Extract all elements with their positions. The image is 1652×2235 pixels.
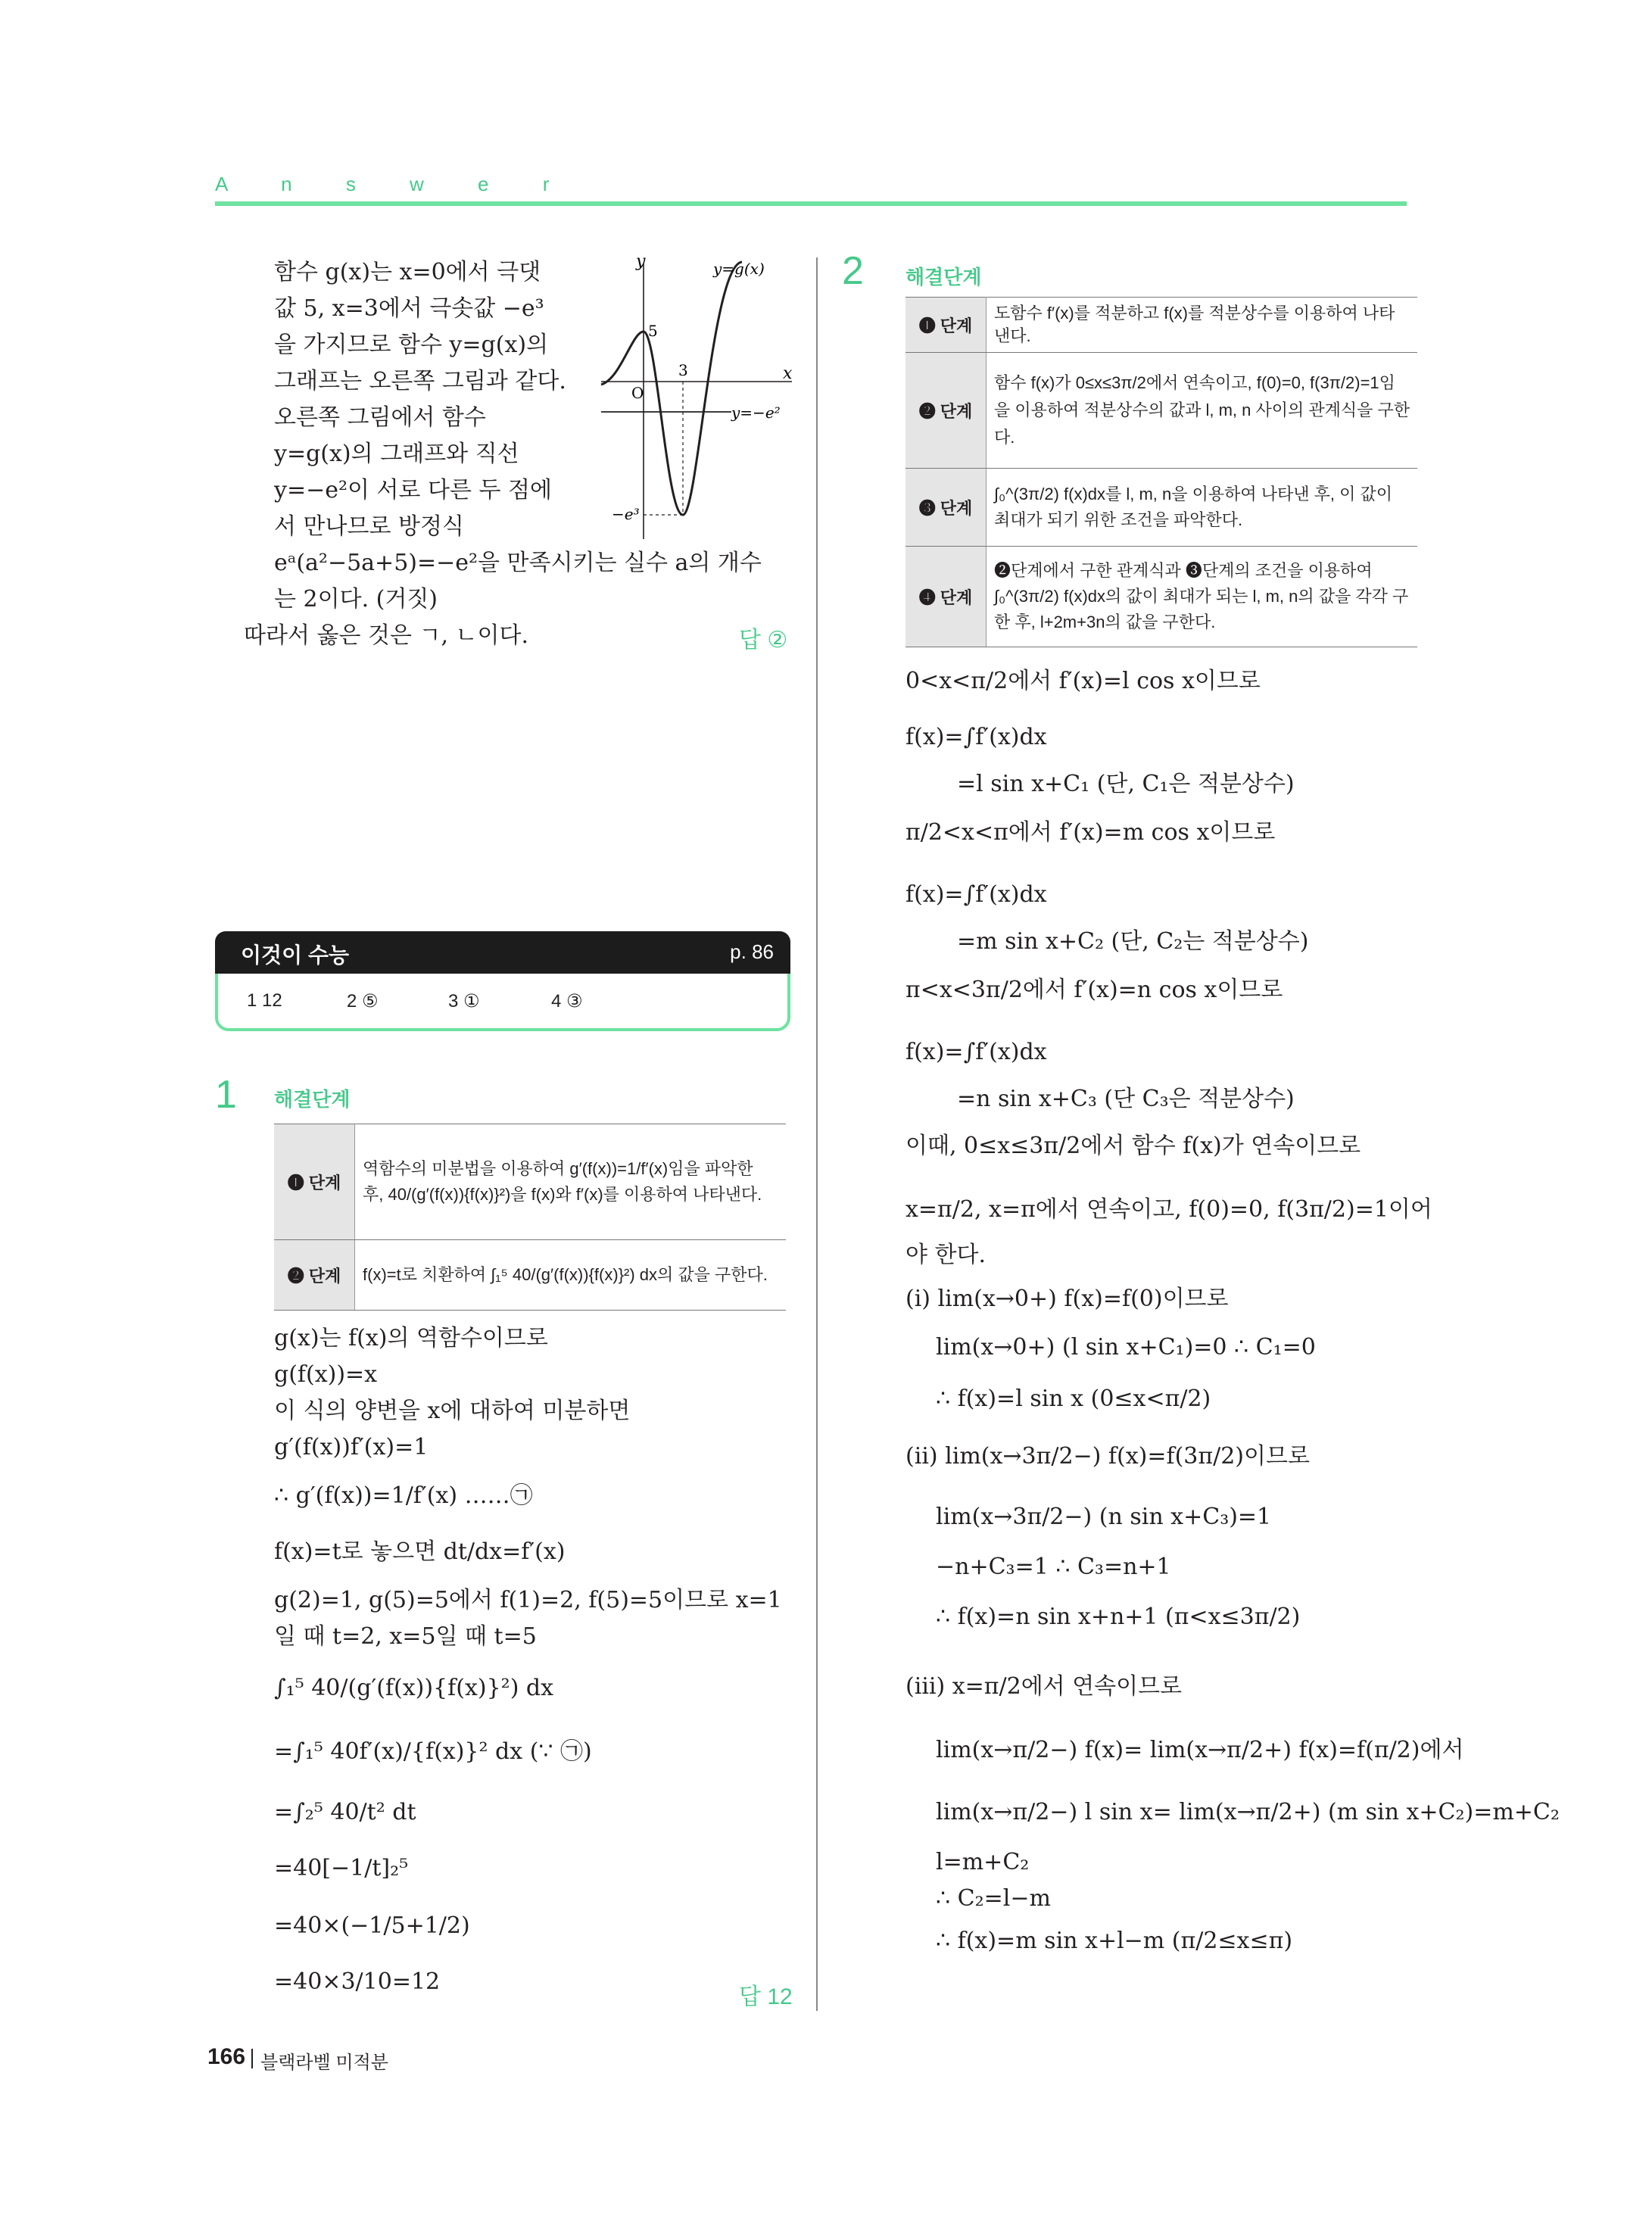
solution-line: 이 식의 양변을 x에 대하여 미분하면	[274, 1398, 631, 1424]
intro-line: 는 2이다. (거짓)	[274, 586, 438, 613]
solution-line: 야 한다.	[905, 1242, 987, 1268]
solution-steps-heading: 해결단계	[905, 266, 982, 288]
intro-line: 함수 g(x)는 x=0에서 극댓	[274, 259, 541, 285]
solution-line: f(x)=∫f′(x)dx	[905, 881, 1047, 908]
solution-line: g(2)=1, g(5)=5에서 f(1)=2, f(5)=5이므로 x=1	[274, 1587, 782, 1613]
solution-line: (ⅱ) lim(x→3π/2−) f(x)=f(3π/2)이므로	[905, 1443, 1310, 1470]
graph-curve	[601, 262, 742, 515]
step-row	[274, 1240, 786, 1311]
intro-line: 값 5, x=3에서 극솟값 −e³	[274, 295, 544, 322]
intro-line: 오른쪽 그림에서 함수	[274, 404, 486, 431]
solution-line: −n+C₃=1 ∴ C₃=n+1	[936, 1554, 1171, 1580]
header-rule	[215, 201, 1407, 206]
step-text: 함수 f(x)가 0≤x≤3π/2에서 연속이고, f(0)=0, f(3π/2)=1임을 이용하여 적분상수의 값과 l, m, n 사이의 관계식을 구한다.	[987, 353, 1418, 469]
intro-line: 서 만나므로 방정식	[274, 513, 464, 540]
step-row	[274, 1124, 786, 1240]
solution-line: ∫₁⁵ 40/(g′(f(x)){f(x)}²) dx	[274, 1675, 554, 1701]
solution-steps-table	[905, 297, 1417, 647]
solution-line: =40×3/10=12	[274, 1968, 441, 1995]
problem-number: 2	[842, 249, 864, 293]
book-title: 블랙라벨 미적분	[260, 2053, 388, 2073]
problem-number: 1	[215, 1073, 237, 1117]
graph-origin-label: O	[631, 384, 644, 402]
answer-mark: 답 12	[739, 1984, 793, 2009]
step-text: ∫₀^(3π/2) f(x)dx를 l, m, n을 이용하여 나타낸 후, 이 값이 최대가 되기 위한 조건을 파악한다.	[987, 469, 1418, 547]
answer-header-label: A n s w e r	[215, 173, 574, 195]
suneung-title: 이것이 수능	[241, 943, 350, 967]
step-label: ❷ 단계	[274, 1240, 355, 1311]
page-number: 166	[207, 2044, 246, 2069]
intro-line: 그래프는 오른쪽 그림과 같다.	[274, 368, 566, 394]
suneung-page: p. 86	[730, 940, 774, 963]
solution-line: =l sin x+C₁ (단, C₁은 적분상수)	[957, 771, 1295, 797]
intro-line: y=−e²이 서로 다른 두 점에	[274, 477, 552, 503]
solution-steps-table	[274, 1124, 786, 1311]
suneung-answer: 3 ①	[448, 991, 480, 1012]
solution-line: ∴ C₂=l−m	[936, 1885, 1051, 1912]
column-divider	[816, 257, 818, 2011]
step-label: ❸ 단계	[905, 469, 987, 547]
step-label: ❶ 단계	[274, 1124, 355, 1240]
problem2-solution	[905, 666, 1560, 1999]
step-text: 역함수의 미분법을 이용하여 g′(f(x))=1/f′(x)임을 파악한 후, 40/(g′(f(x)){f(x)}²)을 f(x)와 f′(x)를 이용하여 나타낸다.	[355, 1124, 787, 1240]
solution-line: (ⅰ) lim(x→0+) f(x)=f(0)이므로	[905, 1286, 1229, 1312]
step-label: ❶ 단계	[905, 298, 987, 353]
step-label: ❹ 단계	[905, 547, 987, 647]
solution-line: f(x)=∫f′(x)dx	[905, 724, 1047, 750]
solution-line: 일 때 t=2, x=5일 때 t=5	[274, 1623, 537, 1650]
footer-separator	[251, 2049, 253, 2068]
step-row	[905, 547, 1417, 647]
solution-line: 이때, 0≤x≤3π/2에서 함수 f(x)가 연속이므로	[905, 1133, 1361, 1159]
solution-line: f(x)=∫f′(x)dx	[905, 1039, 1047, 1065]
solution-line: =m sin x+C₂ (단, C₂는 적분상수)	[957, 928, 1309, 955]
step-text: 도함수 f′(x)를 적분하고 f(x)를 적분상수를 이용하여 나타낸다.	[987, 298, 1418, 353]
suneung-answer: 1 12	[247, 990, 282, 1011]
solution-line: lim(x→3π/2−) (n sin x+C₃)=1	[936, 1504, 1272, 1530]
problem1-solution	[274, 1323, 804, 2005]
step-row	[905, 298, 1417, 353]
graph-x-label: x	[783, 364, 793, 383]
graph-min-x-label: 3	[678, 361, 688, 379]
solution-line: ∴ g′(f(x))=1/f′(x) ……㉠	[274, 1482, 533, 1509]
solution-line: =40×(−1/5+1/2)	[274, 1912, 470, 1939]
step-row	[905, 353, 1417, 469]
intro-line: eᵃ(a²−5a+5)=−e²을 만족시키는 실수 a의 개수	[274, 550, 762, 576]
answer-mark: 답 ②	[739, 628, 788, 653]
solution-line: =n sin x+C₃ (단 C₃은 적분상수)	[957, 1086, 1295, 1112]
solution-line: lim(x→π/2−) f(x)= lim(x→π/2+) f(x)=f(π/2)에서	[936, 1737, 1464, 1763]
solution-line: =∫₂⁵ 40/t² dt	[274, 1799, 416, 1825]
solution-line: lim(x→0+) (l sin x+C₁)=0 ∴ C₁=0	[936, 1334, 1316, 1361]
step-row	[905, 469, 1417, 547]
solution-line: 0<x<π/2에서 f′(x)=l cos x이므로	[905, 668, 1261, 694]
solution-line: x=π/2, x=π에서 연속이고, f(0)=0, f(3π/2)=1이어	[905, 1196, 1432, 1223]
graph-line-label: y=−e²	[731, 404, 781, 422]
intro-line: y=g(x)의 그래프와 직선	[274, 441, 519, 467]
graph-min-value-label: −e³	[612, 505, 640, 523]
solution-line: ∴ f(x)=l sin x (0≤x<π/2)	[936, 1386, 1211, 1412]
suneung-header	[215, 931, 790, 974]
solution-line: =40[−1/t]₂⁵	[274, 1855, 409, 1881]
solution-line: l=m+C₂	[936, 1849, 1030, 1875]
solution-line: =∫₁⁵ 40f′(x)/{f(x)}² dx (∵ ㉠)	[274, 1738, 592, 1765]
step-text: f(x)=t로 치환하여 ∫₁⁵ 40/(g′(f(x)){f(x)}²) dx의 값을 구한다.	[355, 1240, 787, 1311]
solution-line: g(f(x))=x	[274, 1361, 378, 1388]
step-text: ❷단계에서 구한 관계식과 ❸단계의 조건을 이용하여 ∫₀^(3π/2) f(x)dx의 값이 최대가 되는 l, m, n의 값을 각각 구한 후, l+2m+3n의 값을 구한다.	[987, 547, 1418, 647]
intro-line: 을 가지므로 함수 y=g(x)의	[274, 332, 549, 358]
graph-y-label: y	[636, 257, 646, 271]
suneung-answer: 4 ③	[551, 991, 583, 1012]
graph-curve-label: y=g(x)	[713, 260, 765, 278]
solution-line: π<x<3π/2에서 f′(x)=n cos x이므로	[905, 977, 1283, 1003]
solution-line: g(x)는 f(x)의 역함수이므로	[274, 1325, 548, 1351]
solution-line: ∴ f(x)=n sin x+n+1 (π<x≤3π/2)	[936, 1604, 1301, 1630]
solution-line: g′(f(x))f′(x)=1	[274, 1434, 429, 1460]
intro-line: 따라서 옳은 것은 ㄱ, ㄴ이다.	[244, 622, 528, 649]
solution-steps-heading: 해결단계	[274, 1088, 351, 1111]
solution-line: lim(x→π/2−) l sin x= lim(x→π/2+) (m sin x+C₂)=m+C₂	[936, 1799, 1560, 1825]
graph-max-label: 5	[648, 322, 658, 340]
solution-line: f(x)=t로 놓으면 dt/dx=f′(x)	[274, 1538, 566, 1565]
solution-line: π/2<x<π에서 f′(x)=m cos x이므로	[905, 819, 1276, 846]
suneung-answer: 2 ⑤	[347, 991, 379, 1012]
solution-line: (ⅲ) x=π/2에서 연속이므로	[905, 1673, 1183, 1700]
step-label: ❷ 단계	[905, 353, 987, 469]
solution-line: ∴ f(x)=m sin x+l−m (π/2≤x≤π)	[936, 1928, 1293, 1954]
function-graph	[598, 257, 800, 545]
